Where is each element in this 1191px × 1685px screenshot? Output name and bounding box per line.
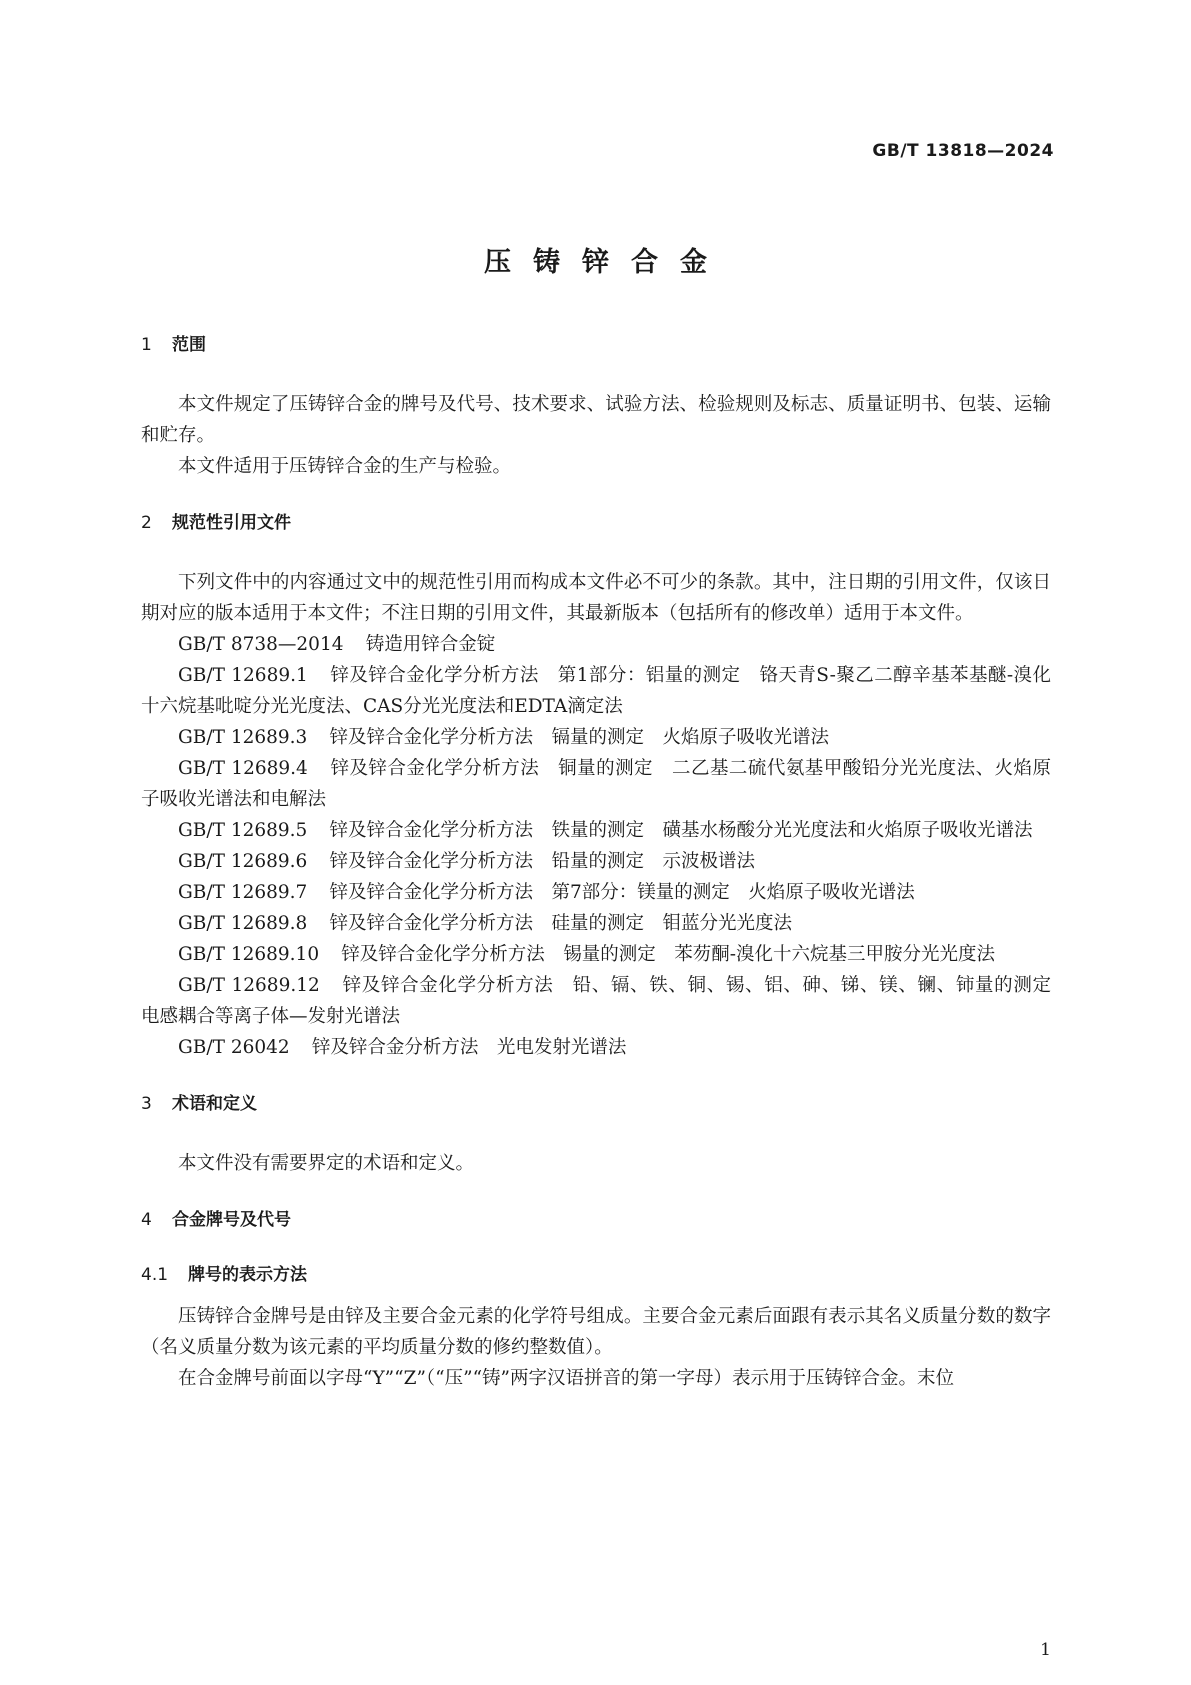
- section-title: 范围: [172, 335, 206, 355]
- section-number: 3: [141, 1094, 152, 1114]
- subsection-4-1-heading: [141, 1260, 1051, 1291]
- reference-code: GB/T 12689.3: [178, 727, 308, 748]
- reference-code: GB/T 12689.12: [178, 975, 320, 996]
- reference-item: [141, 1032, 1051, 1063]
- document-body: [141, 335, 1070, 1394]
- reference-code: GB/T 12689.4: [178, 758, 308, 779]
- paragraph: 在合金牌号前面以字母“Y”“Z”（“压”“铸”两字汉语拼音的第一字母）表示用于压铸锌合金。末位: [178, 1368, 954, 1389]
- reference-item: [141, 970, 1070, 1032]
- section-title: 术语和定义: [172, 1094, 257, 1114]
- reference-title: 锌及锌合金化学分析方法 第7部分：镁量的测定 火焰原子吸收光谱法: [329, 882, 915, 903]
- reference-code: GB/T 12689.1: [178, 665, 308, 686]
- subsection-number: 4.1: [141, 1265, 169, 1285]
- paragraph: 本文件规定了压铸锌合金的牌号及代号、技术要求、试验方法、检验规则及标志、质量证明书、包装、运输和贮存。: [141, 394, 1051, 446]
- reference-item: [141, 722, 1051, 753]
- reference-title: 铸造用锌合金锭: [365, 634, 496, 655]
- document-title: 压铸锌合金: [484, 247, 729, 278]
- subsection-title: 牌号的表示方法: [188, 1265, 307, 1285]
- reference-item: [141, 908, 1051, 939]
- reference-title: 锌及锌合金化学分析方法 铁量的测定 磺基水杨酸分光光度法和火焰原子吸收光谱法: [329, 820, 1033, 841]
- section-number: 1: [141, 335, 152, 355]
- reference-code: GB/T 12689.8: [178, 913, 308, 934]
- standard-number: GB/T 13818—2024: [872, 141, 1054, 161]
- reference-code: GB/T 12689.5: [178, 820, 308, 841]
- paragraph: 本文件适用于压铸锌合金的生产与检验。: [178, 456, 512, 477]
- paragraph: 本文件没有需要界定的术语和定义。: [178, 1153, 475, 1174]
- reference-item: [141, 939, 1051, 970]
- reference-code: GB/T 12689.6: [178, 851, 308, 872]
- section-title: 合金牌号及代号: [172, 1210, 291, 1230]
- reference-title: 锌及锌合金化学分析方法 铅量的测定 示波极谱法: [329, 851, 756, 872]
- reference-title: 锌及锌合金化学分析方法 第1部分：铝量的测定 铬天青S-聚乙二醇辛基苯基醚-溴化十六烷基吡啶分光光度法、CAS分光光度法和EDTA滴定法: [141, 665, 1051, 717]
- section-4-heading: [141, 1205, 1051, 1236]
- section-number: 2: [141, 513, 152, 533]
- reference-code: GB/T 26042: [178, 1037, 290, 1058]
- reference-item: [141, 877, 1051, 908]
- reference-title: 锌及锌合金化学分析方法 镉量的测定 火焰原子吸收光谱法: [329, 727, 830, 748]
- reference-item: [141, 846, 1051, 877]
- reference-item: [141, 753, 1051, 815]
- reference-code: GB/T 8738—2014: [178, 634, 344, 655]
- section-title: 规范性引用文件: [172, 513, 291, 533]
- section-3-heading: [141, 1089, 1051, 1120]
- section-1-heading: [141, 330, 1051, 361]
- reference-title: 锌及锌合金化学分析方法 硅量的测定 钼蓝分光光度法: [329, 913, 793, 934]
- reference-title: 锌及锌合金分析方法 光电发射光谱法: [311, 1037, 627, 1058]
- section-number: 4: [141, 1210, 152, 1230]
- reference-code: GB/T 12689.10: [178, 944, 320, 965]
- section-2-heading: [141, 508, 1051, 539]
- reference-item: [141, 629, 1051, 660]
- reference-code: GB/T 12689.7: [178, 882, 308, 903]
- paragraph: 压铸锌合金牌号是由锌及主要合金元素的化学符号组成。主要合金元素后面跟有表示其名义质量分数的数字（名义质量分数为该元素的平均质量分数的修约整数值）。: [141, 1306, 1051, 1358]
- reference-title: 锌及锌合金化学分析方法 锡量的测定 苯芴酮-溴化十六烷基三甲胺分光光度法: [341, 944, 996, 965]
- reference-title: 锌及锌合金化学分析方法 铜量的测定 二乙基二硫代氨基甲酸铅分光光度法、火焰原子吸收光谱法和电解法: [141, 758, 1051, 810]
- reference-title: 锌及锌合金化学分析方法 铅、镉、铁、铜、锡、铝、砷、锑、镁、镧、铈量的测定 电感耦合等离子体—发射光谱法: [141, 975, 1070, 1027]
- reference-item: [141, 815, 1051, 846]
- page-number: 1: [1040, 1640, 1051, 1660]
- paragraph: 下列文件中的内容通过文中的规范性引用而构成本文件必不可少的条款。其中，注日期的引用文件，仅该日期对应的版本适用于本文件；不注日期的引用文件，其最新版本（包括所有的修改单）适用于本文件。: [141, 572, 1051, 624]
- reference-item: [141, 660, 1051, 722]
